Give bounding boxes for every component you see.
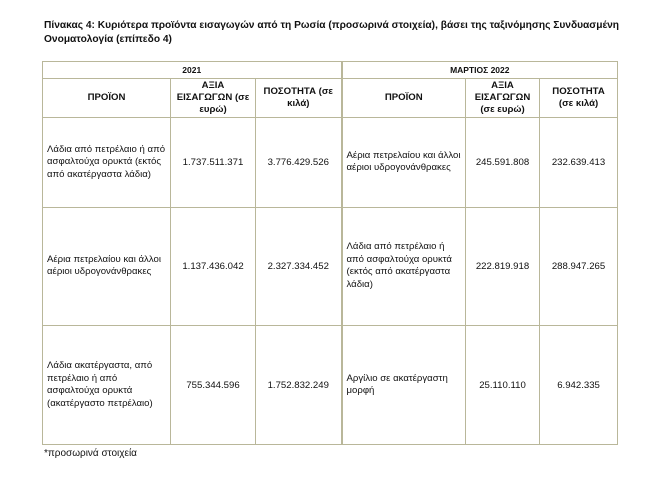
column-header-product: ΠΡΟΪΟΝ <box>342 79 466 118</box>
table-row <box>43 207 618 326</box>
column-header-product: ΠΡΟΪΟΝ <box>43 79 171 118</box>
value-cell: 1.737.511.371 <box>171 118 256 208</box>
period-header-2021: 2021 <box>43 62 342 79</box>
quantity-cell: 6.942.335 <box>540 326 618 445</box>
quantity-cell: 288.947.265 <box>540 207 618 326</box>
quantity-cell: 2.327.334.452 <box>256 207 342 326</box>
value-cell: 222.819.918 <box>466 207 540 326</box>
imports-table <box>42 61 618 445</box>
column-header-value: ΑΞΙΑ ΕΙΣΑΓΩΓΩΝ (σε ευρώ) <box>466 79 540 118</box>
quantity-cell: 3.776.429.526 <box>256 118 342 208</box>
table-row <box>43 326 618 445</box>
value-cell: 755.344.596 <box>171 326 256 445</box>
column-header-quantity: ΠΟΣΟΤΗΤΑ (σε κιλά) <box>540 79 618 118</box>
column-header-quantity: ΠΟΣΟΤΗΤΑ (σε κιλά) <box>256 79 342 118</box>
product-cell: Λάδια ακατέργαστα, από πετρέλαιο ή από ασφαλτούχα ορυκτά (ακατέργαστο πετρέλαιο) <box>43 326 171 445</box>
quantity-cell: 232.639.413 <box>540 118 618 208</box>
table-row <box>43 118 618 208</box>
value-cell: 1.137.436.042 <box>171 207 256 326</box>
column-header-value: ΑΞΙΑ ΕΙΣΑΓΩΓΩΝ (σε ευρώ) <box>171 79 256 118</box>
footnote: *προσωρινά στοιχεία <box>44 448 137 459</box>
product-cell: Λάδια από πετρέλαιο ή από ασφαλτούχα ορυκτά (εκτός από ακατέργαστα λάδια) <box>342 207 466 326</box>
quantity-cell: 1.752.832.249 <box>256 326 342 445</box>
product-cell: Αέρια πετρελαίου και άλλοι αέριοι υδρογονάνθρακες <box>342 118 466 208</box>
product-cell: Λάδια από πετρέλαιο ή από ασφαλτούχα ορυκτά (εκτός από ακατέργαστα λάδια) <box>43 118 171 208</box>
product-cell: Αργίλιο σε ακατέργαστη μορφή <box>342 326 466 445</box>
value-cell: 25.110.110 <box>466 326 540 445</box>
value-cell: 245.591.808 <box>466 118 540 208</box>
table-title: Πίνακας 4: Κυριότερα προϊόντα εισαγωγών από τη Ρωσία (προσωρινά στοιχεία), βάσει της ταξινόμησης Συνδυασμένη Ονοματολογία (επίπεδο 4) <box>44 20 619 45</box>
period-header-march-2022: ΜΑΡΤΙΟΣ 2022 <box>342 62 618 79</box>
product-cell: Αέρια πετρελαίου και άλλοι αέριοι υδρογονάνθρακες <box>43 207 171 326</box>
